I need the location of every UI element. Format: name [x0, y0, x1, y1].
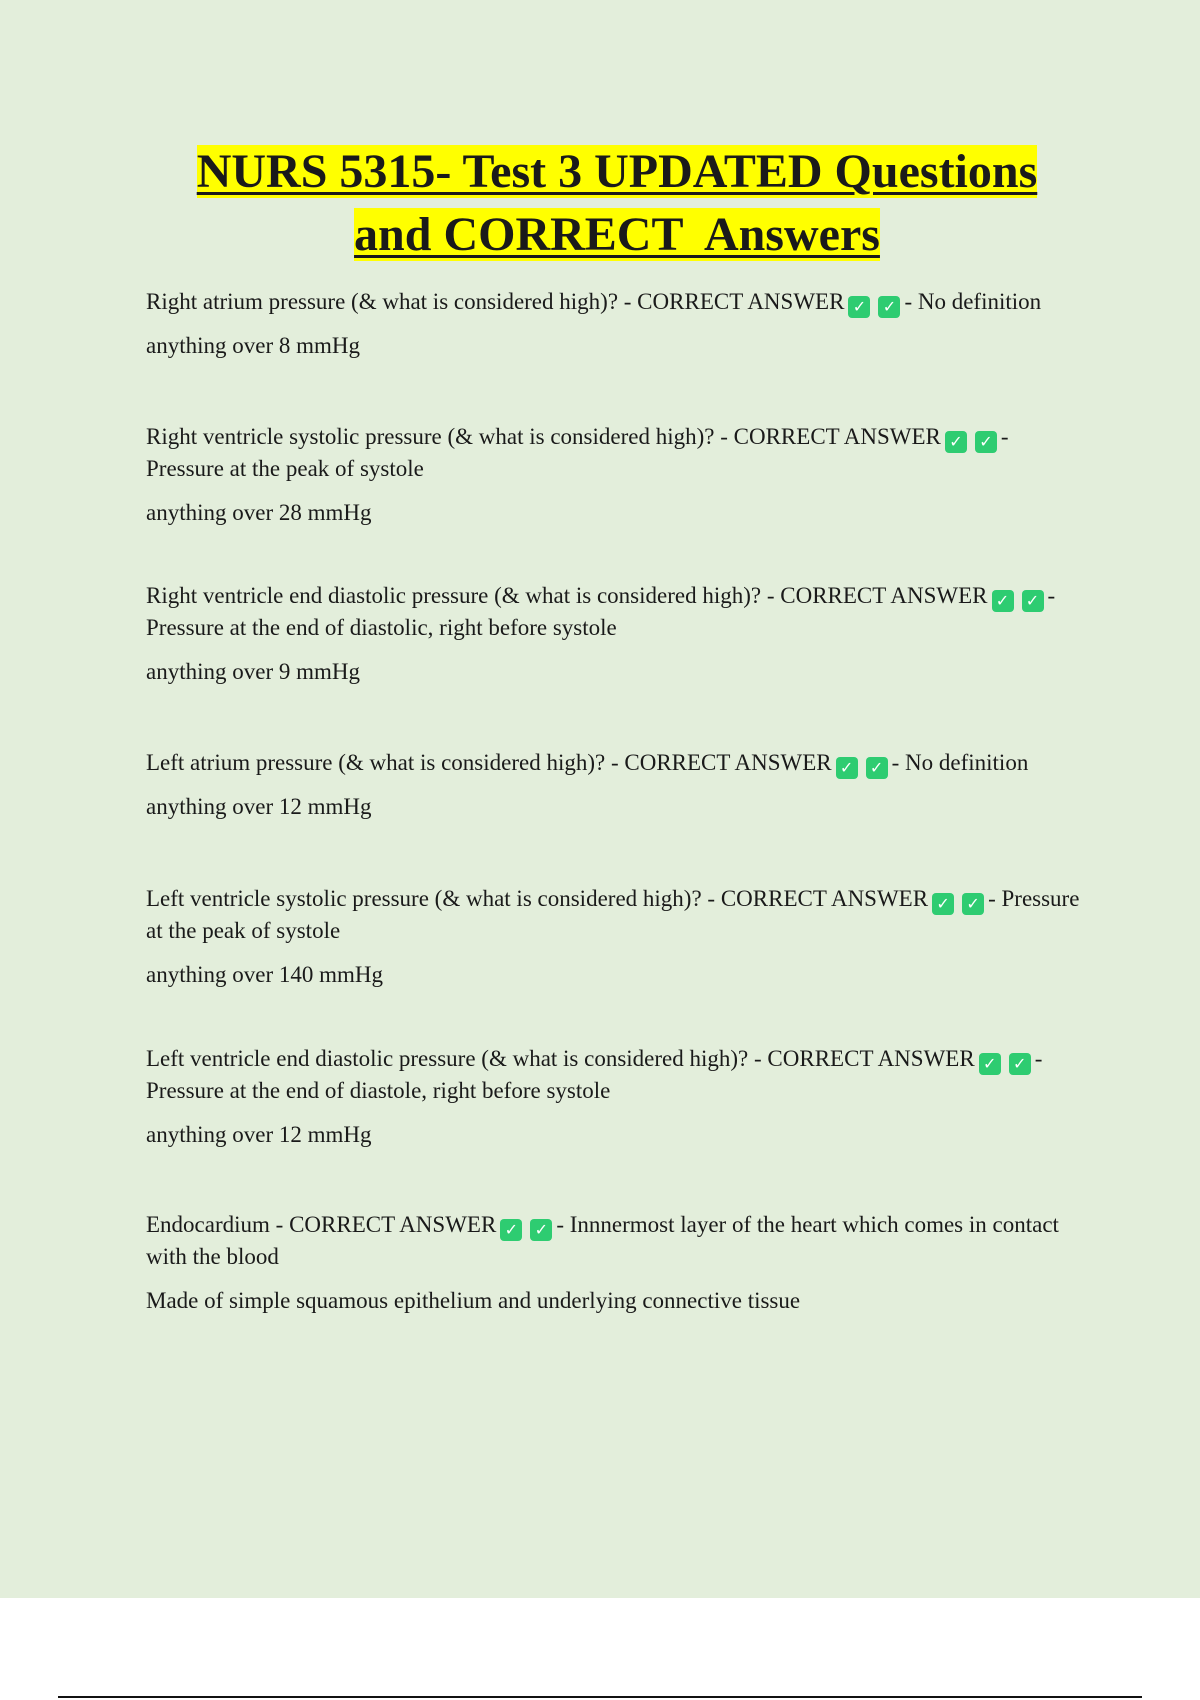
check-mark-icon: ✓ [836, 757, 858, 779]
answer-text: anything over 12 mmHg [146, 794, 372, 819]
check-mark-icon: ✓ [878, 296, 900, 318]
answer-text: anything over 8 mmHg [146, 333, 360, 358]
answer-text: anything over 9 mmHg [146, 659, 360, 684]
question-text [146, 1043, 1086, 1107]
question-prompt: Left ventricle end diastolic pressure (& what is considered high)? - CORRECT ANSWER [146, 1046, 975, 1071]
question-prompt: Right ventricle end diastolic pressure (& what is considered high)? - CORRECT ANSWER [146, 583, 988, 608]
qa-entry [146, 421, 1086, 529]
check-mark-icon: ✓ [979, 1053, 1001, 1075]
question-definition: - Pressure at the end of diastole, right before systole [146, 1046, 1043, 1103]
qa-entry [146, 747, 1086, 823]
question-text [146, 421, 1086, 485]
question-text [146, 1209, 1086, 1273]
qa-entry [146, 883, 1086, 991]
check-mark-icon: ✓ [945, 431, 967, 453]
qa-entry [146, 580, 1086, 688]
check-mark-icon: ✓ [932, 893, 954, 915]
check-mark-icon: ✓ [530, 1219, 552, 1241]
footer-divider [58, 1696, 1142, 1698]
question-prompt: Right atrium pressure (& what is considered high)? - CORRECT ANSWER [146, 289, 845, 314]
check-mark-icon: ✓ [962, 893, 984, 915]
question-text [146, 747, 1086, 779]
answer-text: anything over 28 mmHg [146, 500, 372, 525]
check-mark-icon: ✓ [992, 590, 1014, 612]
question-prompt: Right ventricle systolic pressure (& what is considered high)? - CORRECT ANSWER [146, 424, 941, 449]
answer-text: anything over 12 mmHg [146, 1122, 372, 1147]
qa-entry [146, 1209, 1086, 1317]
document-title [0, 140, 1200, 266]
question-text [146, 883, 1086, 947]
question-definition: - Pressure at the end of diastolic, right before systole [146, 583, 1056, 640]
qa-entry [146, 1043, 1086, 1151]
question-definition: - No definition [904, 289, 1042, 314]
check-mark-icon: ✓ [866, 757, 888, 779]
question-definition: - Pressure at the peak of systole [146, 886, 1080, 943]
question-text [146, 286, 1086, 318]
question-definition: - Pressure at the peak of systole [146, 424, 1009, 481]
question-prompt: Left ventricle systolic pressure (& what is considered high)? - CORRECT ANSWER [146, 886, 929, 911]
question-prompt: Left atrium pressure (& what is considered high)? - CORRECT ANSWER [146, 750, 832, 775]
answer-text: anything over 140 mmHg [146, 962, 383, 987]
question-prompt: Endocardium - CORRECT ANSWER [146, 1212, 497, 1237]
check-mark-icon: ✓ [975, 431, 997, 453]
answer-text: Made of simple squamous epithelium and underlying connective tissue [146, 1288, 801, 1313]
check-mark-icon: ✓ [848, 296, 870, 318]
question-text [146, 580, 1086, 644]
check-mark-icon: ✓ [1022, 590, 1044, 612]
question-definition: - No definition [891, 750, 1029, 775]
title-line-1: NURS 5315- Test 3 UPDATED Questions [196, 145, 1038, 198]
question-definition: - Innnermost layer of the heart which comes in contact with the blood [146, 1212, 1059, 1269]
qa-entry [146, 286, 1086, 362]
title-line-2: and CORRECT Answers [354, 208, 880, 261]
check-mark-icon: ✓ [500, 1219, 522, 1241]
qa-list [146, 286, 1086, 1317]
check-mark-icon: ✓ [1009, 1053, 1031, 1075]
